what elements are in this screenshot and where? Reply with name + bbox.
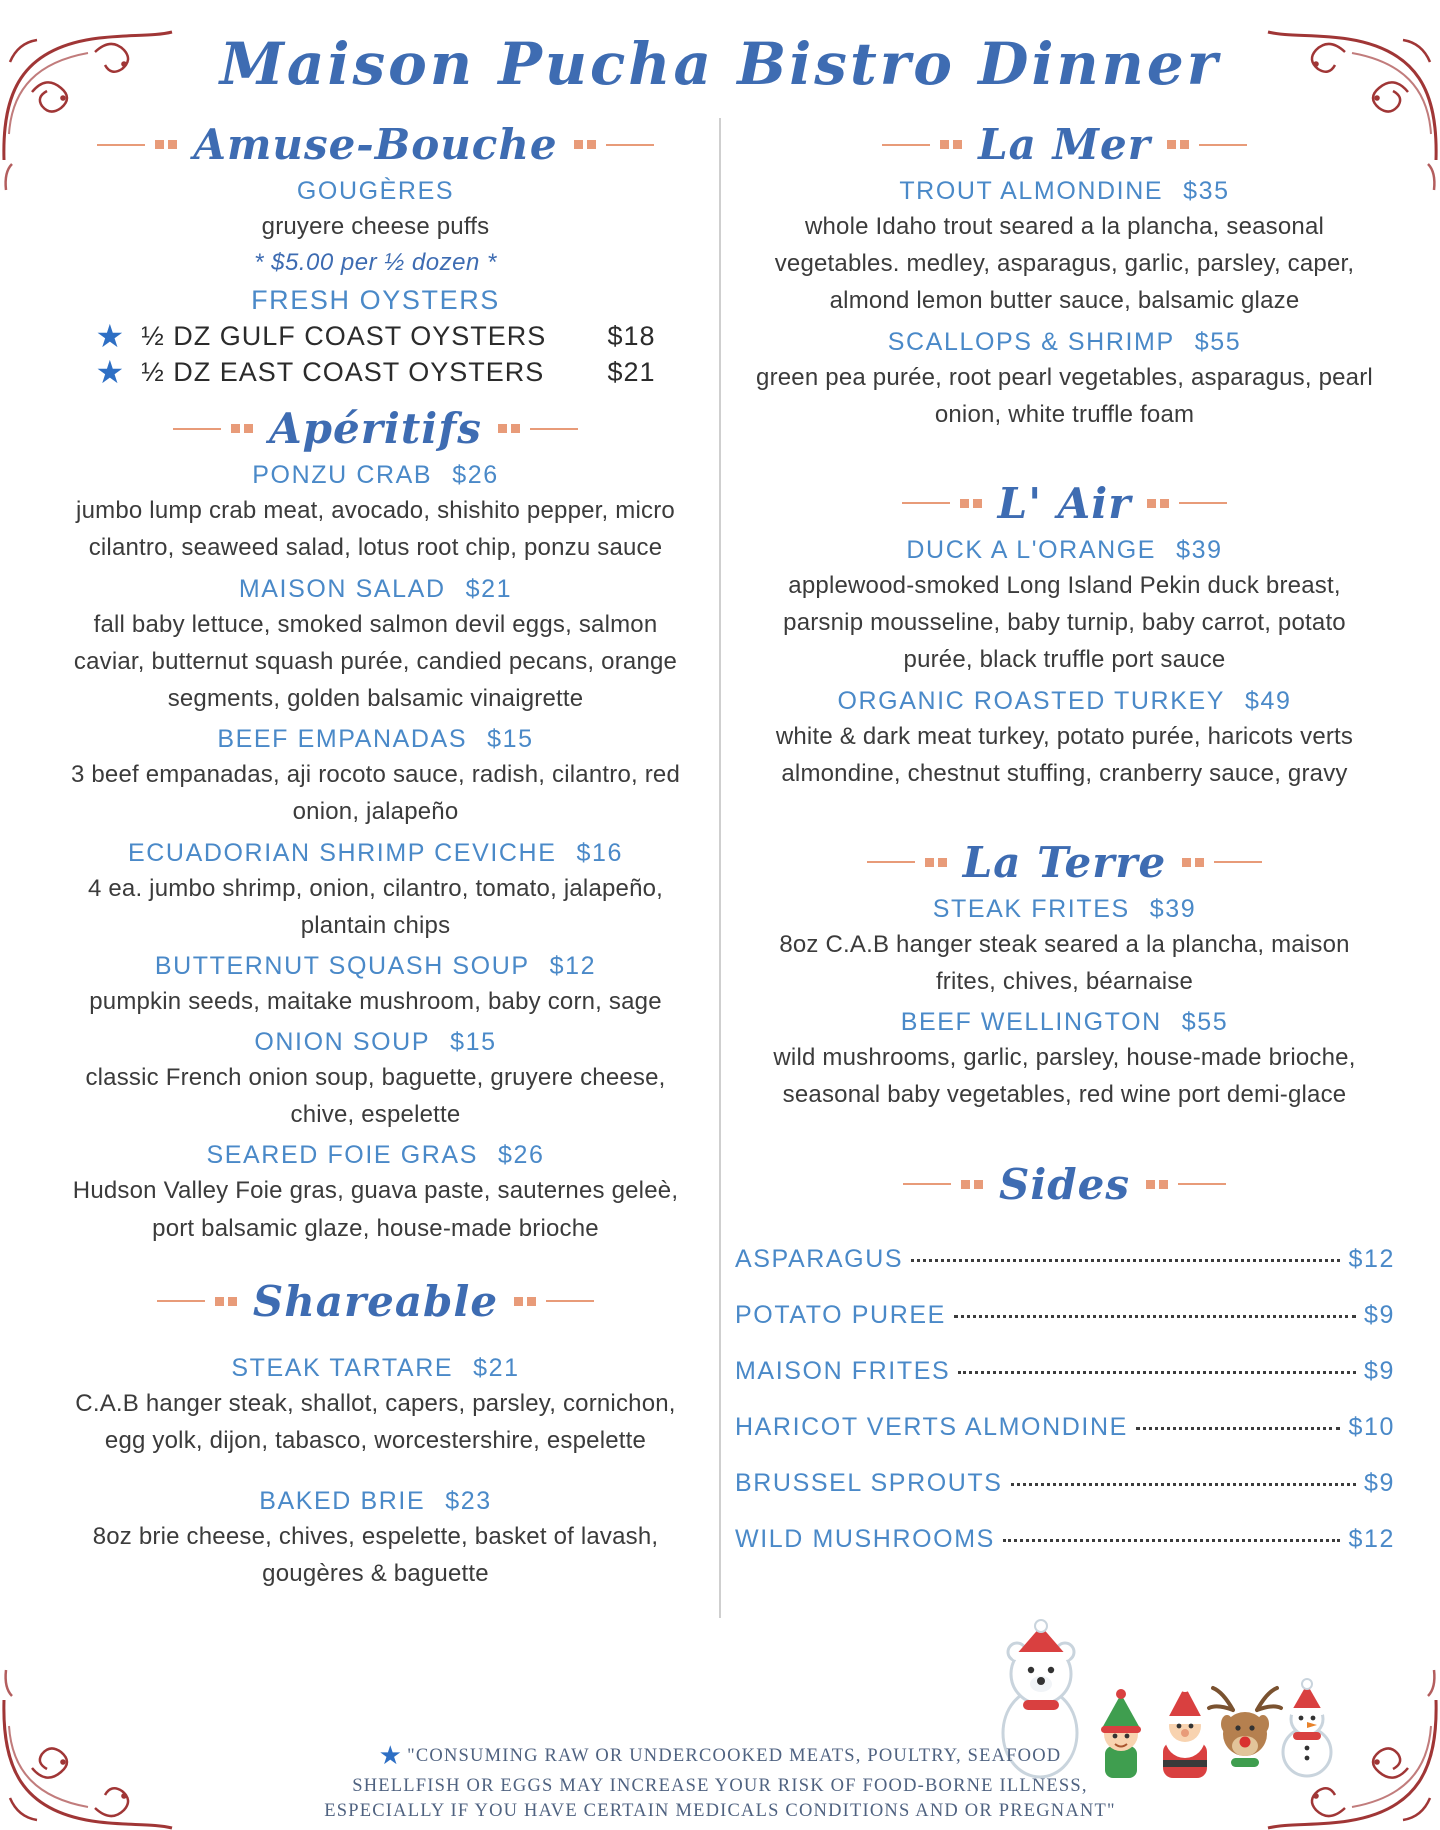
section-header-l-air xyxy=(735,479,1394,528)
ornament-dash xyxy=(903,1183,951,1185)
menu-item xyxy=(46,839,705,944)
item-description: 4 ea. jumbo shrimp, onion, cilantro, tomato, jalapeño, plantain chips xyxy=(87,874,664,939)
oyster-label: ½ DZ EAST COAST OYSTERS xyxy=(141,356,545,387)
ornament-squares xyxy=(925,858,947,867)
side-item xyxy=(735,1525,1395,1554)
item-description: 3 beef empanadas, aji rocoto sauce, radish, cilantro, red onion, jalapeño xyxy=(70,761,681,826)
dot-leader xyxy=(958,1371,1356,1374)
section-title: Sides xyxy=(998,1159,1131,1209)
item-name: PONZU CRAB xyxy=(252,461,433,490)
menu-item xyxy=(46,461,705,566)
ornament-squares xyxy=(961,1180,983,1189)
item-price: $55 xyxy=(1194,327,1242,356)
item-name: BUTTERNUT SQUASH SOUP xyxy=(154,951,530,980)
menu-item xyxy=(46,575,705,718)
star-icon: ★ xyxy=(378,1740,404,1771)
menu-item xyxy=(46,952,705,1020)
section-header-aperitifs xyxy=(46,404,705,453)
item-name: FRESH OYSTERS xyxy=(251,285,500,316)
item-description: Hudson Valley Foie gras, guava paste, sauternes geleè, port balsamic glaze, house-made brioche xyxy=(72,1177,679,1242)
menu-item xyxy=(46,1028,705,1133)
ornament-squares xyxy=(231,424,253,433)
oyster-label: ½ DZ GULF COAST OYSTERS xyxy=(141,320,547,351)
item-name: GOUGÈRES xyxy=(296,177,455,205)
side-price: $10 xyxy=(1348,1412,1395,1441)
ornament-squares xyxy=(215,1297,237,1306)
side-item xyxy=(735,1245,1395,1274)
item-price: $39 xyxy=(1149,894,1197,923)
section-header-shareable xyxy=(46,1277,705,1326)
item-price: $21 xyxy=(465,574,513,603)
section-header-la-mer xyxy=(735,120,1394,169)
menu-item xyxy=(735,328,1394,433)
menu-item-gougeres xyxy=(46,177,705,277)
item-description: applewood-smoked Long Island Pekin duck breast, parsnip mousseline, baby turnip, baby carrot, potato purée, black truffle port sauce xyxy=(783,571,1346,674)
item-description: pumpkin seeds, maitake mushroom, baby corn, sage xyxy=(89,987,662,1015)
item-price: $16 xyxy=(576,838,623,867)
item-description: 8oz brie cheese, chives, espelette, basket of lavash, gougères & baguette xyxy=(92,1523,659,1588)
item-name: ORGANIC ROASTED TURKEY xyxy=(837,686,1226,715)
item-description: whole Idaho trout seared a la plancha, seasonal vegetables. medley, asparagus, garlic, parsley, caper, almond lemon butter sauce, balsamic glaze xyxy=(774,213,1355,315)
item-name: DUCK A L'ORANGE xyxy=(906,535,1157,564)
section-title: Amuse-Bouche xyxy=(193,120,558,169)
item-price: $12 xyxy=(549,951,597,980)
menu-item xyxy=(735,687,1394,792)
item-price: $26 xyxy=(452,461,499,490)
side-item xyxy=(735,1413,1395,1442)
item-name: SEARED FOIE GRAS xyxy=(206,1141,478,1170)
ornament-squares xyxy=(155,140,177,149)
dot-leader xyxy=(1011,1483,1356,1486)
footer-disclaimer xyxy=(0,1739,1440,1824)
item-price: $35 xyxy=(1183,177,1230,205)
ornament-dash xyxy=(902,502,950,504)
ornament-squares xyxy=(514,1297,536,1306)
footer-line: ★ "CONSUMING RAW OR UNDERCOOKED MEATS, POULTRY, SEAFOOD xyxy=(378,1740,1062,1771)
ornament-dash xyxy=(1214,861,1262,863)
footer-line: ESPECIALLY IF YOU HAVE CERTAIN MEDICALS CONDITIONS AND OR PREGNANT" xyxy=(324,1801,1116,1822)
ornament-squares xyxy=(574,140,596,149)
left-column xyxy=(46,104,705,1597)
right-column xyxy=(735,104,1394,1581)
item-name: BEEF WELLINGTON xyxy=(900,1008,1162,1037)
item-name: TROUT ALMONDINE xyxy=(899,177,1164,205)
star-icon: ★ xyxy=(95,354,126,391)
oyster-price: $21 xyxy=(607,356,656,387)
item-description: wild mushrooms, garlic, parsley, house-made brioche, seasonal baby vegetables, red wine port demi-glace xyxy=(773,1044,1356,1109)
ornament-squares xyxy=(960,499,982,508)
side-label: ASPARAGUS xyxy=(735,1244,904,1273)
ornament-dash xyxy=(546,1300,594,1302)
section-header-la-terre xyxy=(735,838,1394,887)
footer-line: SHELLFISH OR EGGS MAY INCREASE YOUR RISK OF FOOD-BORNE ILLNESS, xyxy=(352,1776,1088,1797)
side-item xyxy=(735,1357,1395,1386)
item-name: STEAK TARTARE xyxy=(231,1353,454,1382)
dot-leader xyxy=(954,1315,1356,1318)
dot-leader xyxy=(1136,1427,1341,1430)
star-icon: ★ xyxy=(95,318,126,355)
ornament-dash xyxy=(97,144,145,146)
oyster-price: $18 xyxy=(607,320,656,351)
menu-item xyxy=(735,1008,1394,1113)
menu-item-fresh-oysters xyxy=(46,285,705,316)
oyster-options xyxy=(95,318,656,391)
menu-item xyxy=(735,536,1394,679)
ornament-dash xyxy=(882,144,930,146)
ornament-squares xyxy=(498,424,520,433)
item-price: $49 xyxy=(1245,686,1292,715)
ornament-dash xyxy=(606,144,654,146)
dot-leader xyxy=(1003,1539,1341,1542)
menu-item xyxy=(46,1141,705,1246)
item-description: green pea purée, root pearl vegetables, asparagus, pearl onion, white truffle foam xyxy=(756,363,1373,428)
item-name: ECUADORIAN SHRIMP CEVICHE xyxy=(127,838,557,867)
sides-list xyxy=(735,1245,1395,1554)
item-name: BAKED BRIE xyxy=(259,1487,426,1516)
ornament-squares xyxy=(1182,858,1204,867)
side-label: WILD MUSHROOMS xyxy=(735,1524,995,1553)
ornament-dash xyxy=(173,428,221,430)
item-description: gruyere cheese puffs xyxy=(261,213,490,240)
side-price: $9 xyxy=(1363,1356,1395,1385)
section-header-sides xyxy=(735,1160,1394,1209)
menu-columns xyxy=(0,104,1440,1618)
item-price: $23 xyxy=(445,1487,492,1516)
item-description: 8oz C.A.B hanger steak seared a la plancha, maison frites, chives, béarnaise xyxy=(779,930,1350,996)
side-item xyxy=(735,1301,1395,1330)
item-name: ONION SOUP xyxy=(254,1028,431,1057)
item-description: C.A.B hanger steak, shallot, capers, parsley, cornichon, egg yolk, dijon, tabasco, worcestershire, espelette xyxy=(75,1389,676,1454)
ornament-squares xyxy=(1146,1180,1168,1189)
section-title: Apéritifs xyxy=(269,404,482,454)
item-price: $21 xyxy=(473,1353,520,1382)
item-name: SCALLOPS & SHRIMP xyxy=(887,327,1175,356)
menu-item xyxy=(735,177,1394,320)
menu-item xyxy=(735,895,1394,1000)
oyster-option xyxy=(95,318,656,355)
ornament-dash xyxy=(1179,502,1227,504)
side-price: $12 xyxy=(1348,1244,1395,1273)
menu-item xyxy=(46,1487,705,1592)
ornament-squares xyxy=(1167,140,1189,149)
side-label: MAISON FRITES xyxy=(735,1356,951,1385)
item-name: MAISON SALAD xyxy=(238,574,446,603)
ornament-dash xyxy=(867,861,915,863)
item-name: STEAK FRITES xyxy=(932,894,1130,923)
item-price: $26 xyxy=(497,1141,545,1170)
side-label: BRUSSEL SPROUTS xyxy=(735,1468,1003,1497)
price-note: * $5.00 per ½ dozen * xyxy=(254,249,497,277)
section-title: La Mer xyxy=(978,120,1151,169)
ornament-dash xyxy=(1199,144,1247,146)
item-description: white & dark meat turkey, potato purée, haricots verts almondine, chestnut stuffing, cranberry sauce, gravy xyxy=(775,722,1354,787)
ornament-squares xyxy=(1147,499,1169,508)
ornament-dash xyxy=(1178,1183,1226,1185)
ornament-squares xyxy=(940,140,962,149)
side-price: $9 xyxy=(1363,1300,1395,1329)
page-title: Maison Pucha Bistro Dinner xyxy=(219,30,1221,98)
dot-leader xyxy=(911,1259,1340,1262)
side-label: POTATO PUREE xyxy=(735,1300,946,1329)
ornament-dash xyxy=(530,428,578,430)
section-title: La Terre xyxy=(962,837,1167,887)
section-title: Shareable xyxy=(252,1276,499,1326)
section-title: L' Air xyxy=(997,478,1132,528)
item-description: jumbo lump crab meat, avocado, shishito pepper, micro cilantro, seaweed salad, lotus root chip, ponzu sauce xyxy=(76,497,675,562)
side-item xyxy=(735,1469,1395,1498)
item-description: fall baby lettuce, smoked salmon devil eggs, salmon caviar, butternut squash purée, candied pecans, orange segments, golden balsamic vinaigrette xyxy=(73,610,678,712)
item-price: $15 xyxy=(487,725,534,754)
column-divider xyxy=(719,118,721,1618)
item-name: BEEF EMPANADAS xyxy=(217,725,468,754)
side-price: $9 xyxy=(1363,1468,1395,1497)
menu-item xyxy=(46,725,705,830)
ornament-dash xyxy=(157,1300,205,1302)
item-description: classic French onion soup, baguette, gruyere cheese, chive, espelette xyxy=(85,1064,666,1129)
item-price: $39 xyxy=(1176,535,1223,564)
section-header-amuse-bouche xyxy=(46,120,705,169)
side-label: HARICOT VERTS ALMONDINE xyxy=(735,1412,1128,1441)
item-price: $55 xyxy=(1181,1008,1229,1037)
menu-item xyxy=(46,1354,705,1459)
oyster-option xyxy=(95,354,656,391)
side-price: $12 xyxy=(1348,1524,1395,1553)
item-price: $15 xyxy=(450,1028,497,1057)
